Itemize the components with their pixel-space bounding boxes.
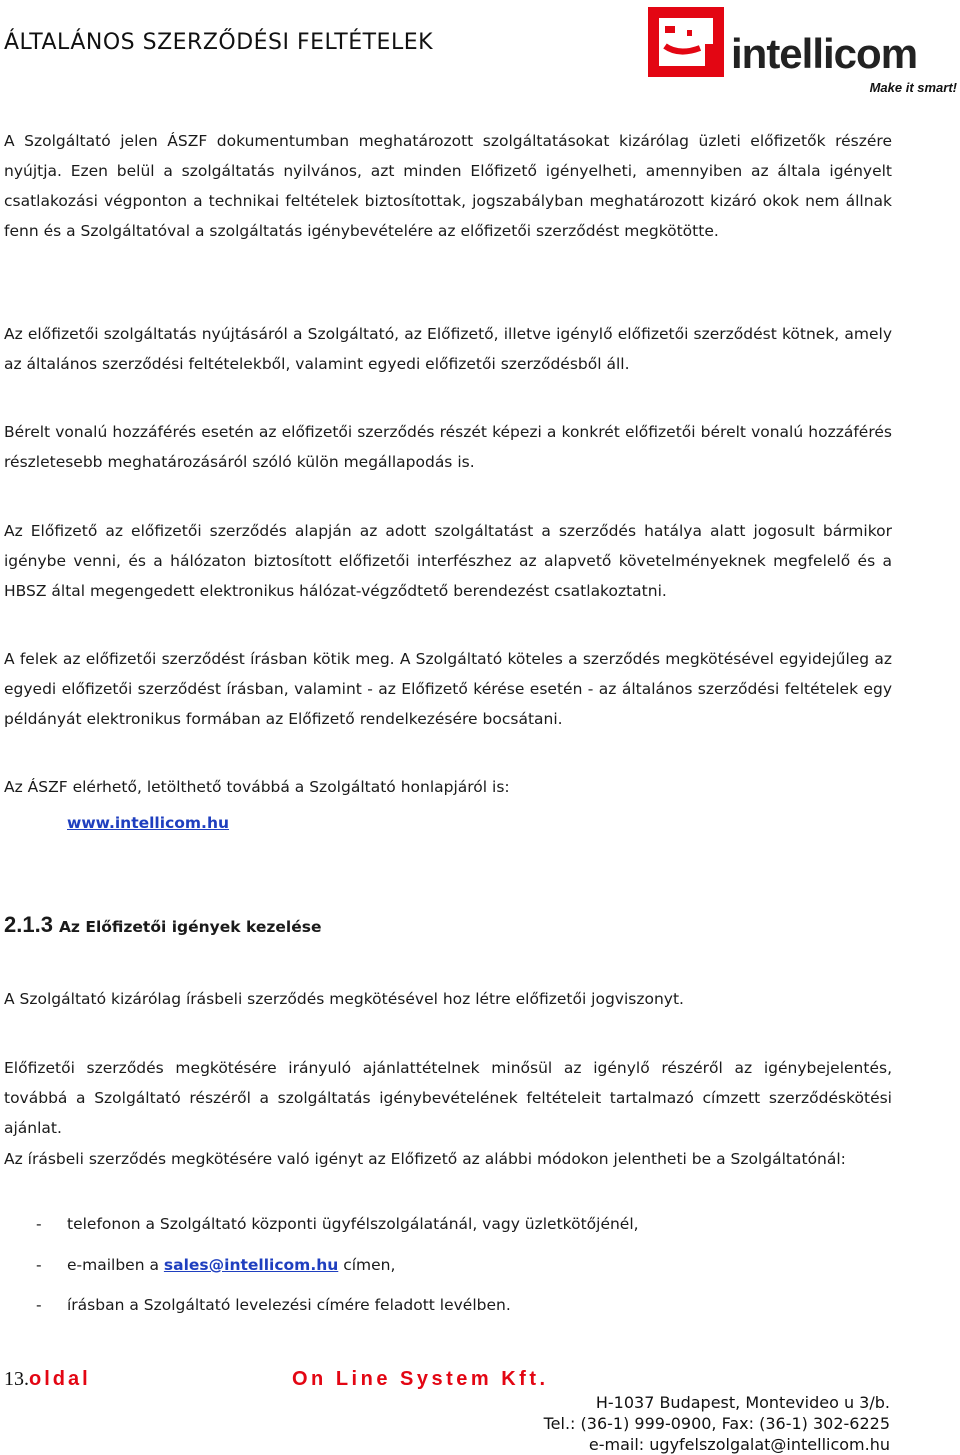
section-title: Az Előfizetői igények kezelése (58, 918, 322, 936)
intellicom-logo (645, 4, 960, 94)
paragraph-offer-definition: Előfizetői szerződés megkötésére irányuló ajánlattételnek minősül az igénylő részéről az igénybejelentés, továbbá a Szolgáltató részéről a szolgáltatás igénybevételének feltételeit tartalmazó címzett szerződéskötési ajánlat. (4, 1059, 892, 1137)
paragraph-leased-line: Bérelt vonalú hozzáférés esetén az előfizetői szerződés részét képezi a konkrét előfizetői bérelt vonalú hozzáférés részletesebb meghatározásáról szóló külön megállapodás is. (4, 423, 892, 471)
footer-email: e-mail: ugyfelszolgalat@intellicom.hu (588, 1435, 890, 1454)
section-heading (4, 912, 321, 938)
email-prefix: e-mailben a (67, 1256, 164, 1274)
paragraph-written-contract: A felek az előfizetői szerződést írásban kötik meg. A Szolgáltató köteles a szerződés megkötésével egyidejűleg az egyedi előfizetői szerződést írásban, valamint - az Előfizető kérése esetén - az általános szerződési feltételek egy példányát elektronikus formában az Előfizető rendelkezésére bocsátani. (4, 650, 892, 728)
footer-company: On Line System Kft. (292, 1368, 549, 1390)
section-number: 2.1.3 (4, 912, 53, 937)
page-number-value: 13. (4, 1368, 29, 1390)
paragraph-written-only: A Szolgáltató kizárólag írásbeli szerződés megkötésével hoz létre előfizetői jogviszonyt. (4, 990, 684, 1008)
list-item-text (67, 1250, 395, 1280)
footer-phone: Tel.: (36-1) 999-0900, Fax: (36-1) 302-6225 (543, 1414, 890, 1433)
list-dash: - (36, 1215, 42, 1233)
paragraph-subscriber-rights: Az Előfizető az előfizetői szerződés alapján az adott szolgáltatást a szerződés hatálya alatt jogosult bármikor igénybe venni, és a hálózaton biztosított előfizetői interfészhez az alapvető követelményeknek megfelelő és a HBSZ által megengedett elektronikus hálózat-végződtető berendezést csatlakoztatni. (4, 522, 892, 600)
paragraph-contract-parties: Az előfizetői szolgáltatás nyújtásáról a Szolgáltató, az Előfizető, illetve igénylő előfizetői szerződést kötnek, amely az általános szerződési feltételekből, valamint egyedi előfizetői szerződésből áll. (4, 325, 892, 373)
page-number-word: oldal (29, 1368, 91, 1390)
logo-tagline: Make it smart! (869, 80, 957, 94)
list-item-text: telefonon a Szolgáltató központi ügyfélszolgálatánál, vagy üzletkötőjénél, (67, 1215, 639, 1233)
paragraph-aszf-availability: Az ÁSZF elérhető, letölthető továbbá a Szolgáltató honlapjáról is: (4, 778, 510, 796)
paragraph-service-scope: A Szolgáltató jelen ÁSZF dokumentumban meghatározott szolgáltatásokat kizárólag üzleti előfizetők részére nyújtja. Ezen belül a szolgáltatás nyilvános, azt minden Előfizető igényelheti, amennyiben az általa igényelt csatlakozási végponton a technikai feltételek biztosítottak, jogszabályban meghatározott kizáró okok nem állnak fenn és a Szolgáltatóval a szolgáltatás igénybevételére az előfizetői szerződést megkötötte. (4, 132, 892, 240)
email-suffix: címen, (338, 1256, 396, 1274)
website-link[interactable]: www.intellicom.hu (67, 814, 230, 832)
sales-email-link[interactable]: sales@intellicom.hu (163, 1256, 339, 1274)
list-item-text: írásban a Szolgáltató levelezési címére feladott levélben. (67, 1296, 511, 1314)
footer-address: H-1037 Budapest, Montevideo u 3/b. (595, 1393, 890, 1412)
page-number (4, 1368, 91, 1391)
paragraph-request-methods: Az írásbeli szerződés megkötésére való igényt az Előfizető az alábbi módokon jelentheti be a Szolgáltatónál: (4, 1150, 846, 1168)
smiley-logo-icon (648, 7, 724, 77)
document-title: ÁLTALÁNOS SZERZŐDÉSI FELTÉTELEK (4, 30, 434, 55)
footer-contact (544, 1392, 890, 1455)
website-link-line (67, 808, 229, 838)
list-dash: - (36, 1256, 42, 1274)
logo-wordmark: intellicom (731, 30, 918, 77)
list-dash: - (36, 1296, 42, 1314)
